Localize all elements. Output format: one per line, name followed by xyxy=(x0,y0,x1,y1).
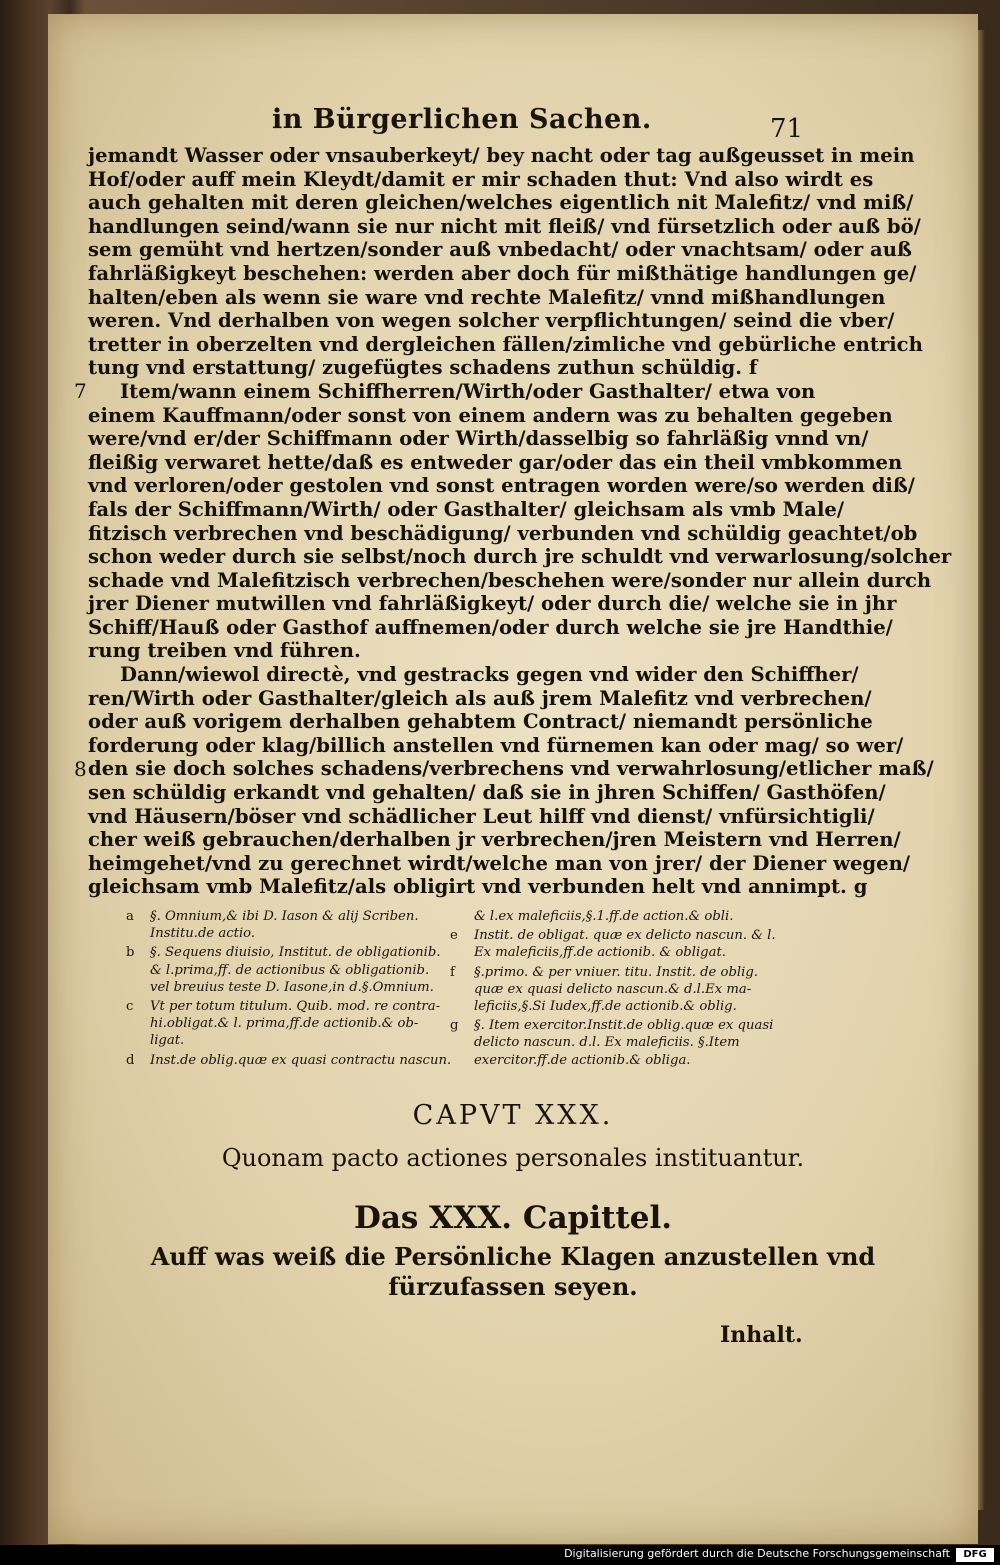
footnote-letter: a xyxy=(126,909,134,924)
main-text xyxy=(88,144,952,899)
chapter-german-title: Das XXX. Capittel. xyxy=(353,1200,673,1236)
footnote xyxy=(126,944,466,996)
text-line: vnd Häusern/böser vnd schädlicher Leut hilff vnd dienst/ vnfürsichtigli/ xyxy=(88,804,875,828)
footnote-line: & l.ex maleficiis,§.1.ff.de action.& obli. xyxy=(474,909,734,924)
footnote xyxy=(126,1052,466,1069)
margin-number-8: 8 xyxy=(74,757,87,781)
text-line: jemandt Wasser oder vnsauberkeyt/ bey nacht oder tag außgeusset in mein xyxy=(88,144,915,167)
text-line: oder auß vorigem derhalben gehabtem Contract/ niemandt persönliche xyxy=(88,710,873,734)
footer-credit: Digitalisierung gefördert durch die Deutsche Forschungsgemeinschaft xyxy=(564,1547,950,1560)
text-line: cher weiß gebrauchen/derhalben jr verbrechen/jren Meistern vnd Herren/ xyxy=(88,828,901,852)
footnote-line: & l.prima,ff. de actionibus & obligationib. xyxy=(150,962,430,978)
text-line: fals der Schiffmann/Wirth/ oder Gasthalter/ gleichsam als vmb Male/ xyxy=(88,497,845,521)
footnote-line: vel breuius teste D. Iasone,in d.§.Omnium. xyxy=(150,979,434,995)
chapter-german-subtitle xyxy=(48,1242,978,1302)
footnote-line: hi.obligat.& l. prima,ff.de actionib.& ob- xyxy=(150,1016,419,1032)
text-line: Item/wann einem Schiffherren/Wirth/oder Gasthalter/ etwa von xyxy=(120,379,816,403)
text-line: einem Kauffmann/oder sonst von einem andern was zu behalten gegeben xyxy=(88,403,893,427)
text-line: fahrläßigkeyt beschehen: werden aber doch für mißthätige handlungen ge/ xyxy=(88,261,917,285)
text-line: auch gehalten mit deren gleichen/welches eigentlich nit Malefitz/ vnd miß/ xyxy=(88,191,914,215)
footnote-line: ligat. xyxy=(150,1033,185,1049)
text-line: tung vnd erstattung/ zugefügtes schadens zuthun schüldig. f xyxy=(88,356,758,380)
text-line: fleißig verwaret hette/daß es entweder gar/oder das ein theil vmbkommen xyxy=(88,450,903,474)
footnote xyxy=(450,927,790,961)
text-line: schon weder durch sie selbst/noch durch jre schuldt vnd verwarlosung/solcher xyxy=(88,545,952,569)
chapter-latin-subtitle: Quonam pacto actiones personales instituantur. xyxy=(221,1144,805,1172)
chapter-latin-title: CAPVT XXX. xyxy=(412,1100,614,1131)
text-line: vnd verloren/oder gestolen vnd sonst entragen worden were/so werden diß/ xyxy=(88,474,915,498)
footnote xyxy=(450,1017,790,1069)
text-line: Dann/wiewol directè, vnd gestracks gegen vnd wider den Schiffher/ xyxy=(120,663,859,687)
chapter-german-subtitle-line1: Auff was weiß die Persönliche Klagen anzustellen vnd xyxy=(150,1242,876,1271)
text-line: handlungen seind/wann sie nur nicht mit fleiß/ vnd fürsetzlich oder auß bö/ xyxy=(88,214,921,238)
footnote-line: delicto nascun. d.l. Ex maleficiis. §.Item xyxy=(474,1035,740,1051)
footnote-line: Vt per totum titulum. Quib. mod. re contra- xyxy=(150,999,441,1015)
footnote-letter: d xyxy=(126,1052,135,1068)
text-line: heimgehet/vnd zu gerechnet wirdt/welche man von jrer/ der Diener wegen/ xyxy=(88,851,910,875)
footnote-line: §. Item exercitor.Instit.de oblig.quæ ex quasi xyxy=(474,1018,774,1034)
text-line: ren/Wirth oder Gasthalter/gleich als auß jrem Malefitz vnd verbrechen/ xyxy=(88,686,872,710)
footnote-line: §.primo. & per vniuer. titu. Instit. de oblig. xyxy=(474,964,758,980)
footnote-line: leficiis,§.Si Iudex,ff.de actionib.& oblig. xyxy=(474,999,737,1015)
text-line: forderung oder klag/billich anstellen vnd fürnemen kan oder mag/ so wer/ xyxy=(88,733,904,757)
footnotes-right-column xyxy=(450,908,790,1071)
footnote-line: Ex maleficiis,ff.de actionib. & obligat. xyxy=(474,945,726,961)
footnote-letter: f xyxy=(450,964,455,980)
margin-number-7: 7 xyxy=(74,379,87,403)
footnote-letter: c xyxy=(126,999,134,1015)
footnote-letter: e xyxy=(450,928,458,944)
footnote-line: exercitor.ff.de actionib.& obliga. xyxy=(474,1052,691,1068)
text-line: schade vnd Malefitzisch verbrechen/beschehen were/sonder nur allein durch xyxy=(88,568,932,592)
footer-bar xyxy=(0,1545,1000,1565)
text-line: sem gemüht vnd hertzen/sonder auß vnbedacht/ oder vnachtsam/ oder auß xyxy=(88,238,912,262)
footnote xyxy=(450,964,790,1016)
page-number: 71 xyxy=(770,114,804,144)
footnote-line: quæ ex quasi delicto nascun.& d.l.Ex ma- xyxy=(474,981,752,997)
footnote-line: Instit. de obligat. quæ ex delicto nascun. & l. xyxy=(474,928,776,944)
dfg-logo: DFG xyxy=(956,1548,994,1562)
text-line: den sie doch solches schadens/verbrechens vnd verwahrlosung/etlicher maß/ xyxy=(88,757,934,781)
footnote xyxy=(126,998,466,1050)
text-line: gleichsam vmb Malefitz/als obligirt vnd verbunden helt vnd annimpt. g xyxy=(88,875,868,899)
text-line: tretter in oberzelten vnd dergleichen fällen/zimliche vnd gebürliche entrich xyxy=(88,332,923,356)
text-line: were/vnd er/der Schiffmann oder Wirth/dasselbig so fahrläßig vnnd vn/ xyxy=(88,427,869,451)
footnote-line: §. Sequens diuisio, Institut. de obligationib. xyxy=(150,945,441,961)
text-line: fitzisch verbrechen vnd beschädigung/ verbunden vnd schüldig geachtet/ob xyxy=(88,521,918,545)
footnote-line: Institu.de actio. xyxy=(150,926,256,942)
text-line: Hof/oder auff mein Kleydt/damit er mir schaden thut: Vnd also wirdt es xyxy=(88,167,874,191)
footnote xyxy=(450,908,790,925)
text-line: rung treiben vnd führen. xyxy=(88,639,361,663)
text-line: weren. Vnd derhalben von wegen solcher verpflichtungen/ seind die vber/ xyxy=(88,309,895,333)
running-head: in Bürgerlichen Sachen. xyxy=(272,104,652,135)
footnote xyxy=(126,908,466,942)
catchword: Inhalt. xyxy=(720,1322,803,1348)
footnote-letter: g xyxy=(450,1018,459,1034)
text-line: Schiff/Hauß oder Gasthof auffnemen/oder durch welche sie jre Handthie/ xyxy=(88,615,893,639)
text-line: jrer Diener mutwillen vnd fahrläßigkeyt/ oder durch die/ welche sie in jhr xyxy=(88,592,897,616)
footnotes-left-column xyxy=(126,908,466,1071)
text-line: sen schüldig erkandt vnd gehalten/ daß sie in jhren Schiffen/ Gasthöfen/ xyxy=(88,781,886,805)
footnote-line: §. Omnium,& ibi D. Iason & alij Scriben. xyxy=(150,909,419,924)
chapter-german-subtitle-line2: fürzufassen seyen. xyxy=(388,1272,638,1301)
text-line: halten/eben als wenn sie ware vnd rechte Malefitz/ vnnd mißhandlungen xyxy=(88,285,886,309)
footnote-letter: b xyxy=(126,945,135,961)
footnote-line: Inst.de oblig.quæ ex quasi contractu nascun. xyxy=(150,1052,452,1068)
